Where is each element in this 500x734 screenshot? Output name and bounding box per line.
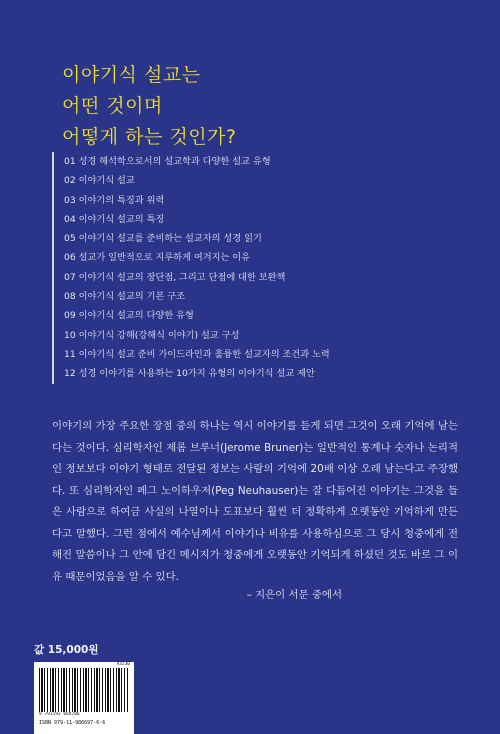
isbn-barcode: [34, 662, 134, 734]
price-label: 값 15,000원: [34, 644, 99, 656]
toc-item: 07 이야기식 설교의 장단점, 그리고 단점에 대한 보완책: [64, 271, 286, 283]
toc-item: 08 이야기식 설교의 기본 구조: [64, 291, 185, 303]
toc-item: 11 이야기식 설교 준비 가이드라인과 훌륭한 설교자의 조건과 노력: [64, 348, 330, 360]
barcode-addon: 93230: [116, 662, 130, 667]
toc-item: 12 성경 이야기를 사용하는 10가지 유형의 이야기식 설교 제안: [64, 368, 315, 380]
headline-line-1: 이야기식 설교는: [62, 64, 201, 86]
headline-line-3: 어떻게 하는 것인가?: [62, 126, 237, 148]
toc-item: 06 설교가 일반적으로 지루하게 여겨지는 이유: [64, 252, 251, 264]
excerpt-source: – 지은이 서문 중에서: [246, 589, 342, 601]
toc-item: 03 이야기의 특징과 위력: [64, 194, 165, 206]
toc-item: 02 이야기식 설교: [64, 175, 135, 187]
toc-item: 10 이야기식 강해(강해식 이야기) 설교 구성: [64, 329, 240, 341]
toc-item: 05 이야기식 설교를 준비하는 설교자의 성경 읽기: [64, 233, 262, 245]
toc-item: 01 성경 해석학으로서의 설교학과 다양한 설교 유형: [64, 156, 271, 167]
isbn-number: ISBN 979-11-986697-6-6: [39, 720, 106, 726]
table-of-contents: [52, 152, 454, 384]
barcode-bars: [39, 668, 129, 712]
headline-line-2: 어떤 것이며: [62, 95, 163, 117]
barcode-digits: 9 791192 669786: [39, 712, 80, 717]
preface-excerpt: 이야기의 가장 주요한 장점 중의 하나는 역시 이야기를 듣게 되면 그것이 오래 기억에 남는다는 것이다. 심리학자인 제롬 브루너(Jerome Bruner)는 일반적인 통계나 숫자나 논리적인 정보보다 이야기 형태로 전달된 정보는 사람의 기억에 20배 이상 오래 남는다고 주장했다. 또 심리학자인 페그 노이하우저(Peg Neuhauser)는 잘 다듬어진 이야기는 그것을 들은 사람으로 하여금 사실의 나열이나 도표보다 훨씬 더 정확하게 오랫동안 기억하게 만든다고 말했다. 그런 점에서 예수님께서 이야기나 비유를 사용하심으로 그 당시 청중에게 전해진 말씀이나 그 안에 담긴 메시지가 청중에게 오랫동안 기억되게 하셨던 것도 바로 그 이유 때문이었음을 알 수 있다.: [52, 420, 458, 583]
toc-item: 04 이야기식 설교의 특징: [64, 213, 165, 225]
headline: [62, 60, 237, 153]
toc-item: 09 이야기식 설교의 다양한 유형: [64, 310, 194, 322]
